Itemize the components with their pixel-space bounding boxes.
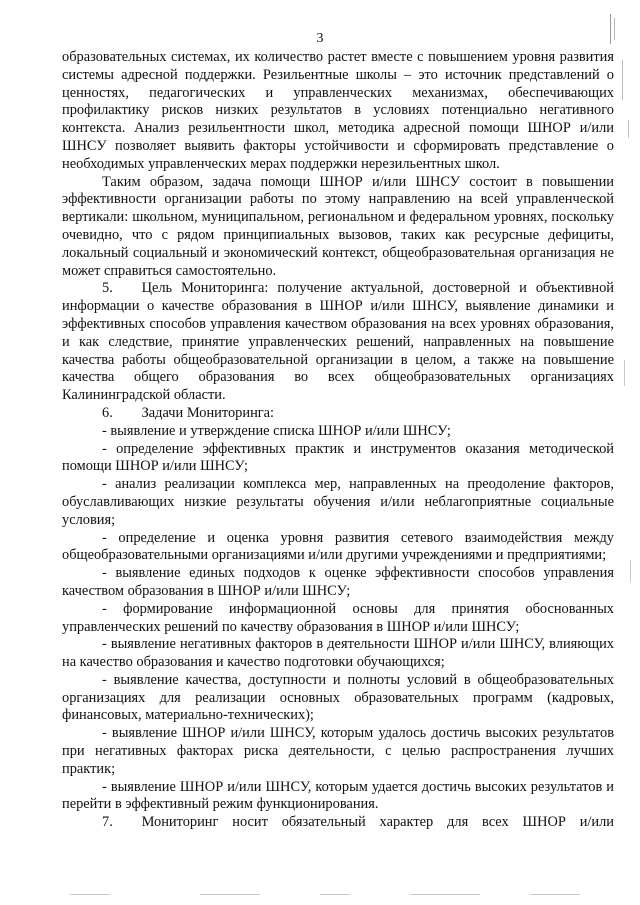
paragraph-assistance-task: Таким образом, задача помощи ШНОР и/или ШНСУ состоит в повышении эффективности организации работы по этому направлению на всей управленческой вертикали: школьном, муниципальном, региональном и федеральном уровнях, поскольку очевидно, что с рядом принципиальных вызовов, таких как ресурсные дефициты, локальный социальный и экономический контекст, общеобразовательная организация не может справиться самостоятельно. xyxy=(62,173,614,279)
list-item: - выявление и утверждение списка ШНОР и/или ШНСУ; xyxy=(102,422,451,439)
page-number: 3 xyxy=(316,31,324,46)
scan-edge-artifact xyxy=(600,0,640,905)
paragraph-resilient-schools: образовательных системах, их количество растет вместе с повышением уровня развития системы адресной поддержки. Резильентные школы – это источник представлений о ценностях, педагогических и управленческих механизмах, обеспечивающих профилактику рисков низких результатов в условиях потенциально негативного контекста. Анализ резильентности школ, методика адресной помощи ШНОР и/или ШНСУ позволяет выявить факторы устойчивости и сформировать представление о необходимых управленческих мерах поддержки нерезильентных школ. xyxy=(62,49,614,172)
list-item: - определение эффективных практик и инструментов оказания методической помощи ШНОР и/или ШНСУ; xyxy=(62,440,614,475)
list-item: - выявление негативных факторов в деятельности ШНОР и/или ШНСУ, влияющих на качество образования и качество подготовки обучающихся; xyxy=(62,636,614,671)
document-body xyxy=(62,49,614,832)
list-item: - выявление ШНОР и/или ШНСУ, которым удается достичь высоких результатов и перейти в эффективный режим функционирования. xyxy=(62,778,614,813)
paragraph-monitoring-mandatory: 7. Мониторинг носит обязательный характер для всех ШНОР и/или xyxy=(102,814,614,831)
list-item: - формирование информационной основы для принятия обоснованных управленческих решений по качеству образования в ШНОР и/или ШНСУ; xyxy=(62,600,614,635)
list-item: - определение и оценка уровня развития сетевого взаимодействия между общеобразовательными организациями и/или другими учреждениями и предприятиями; xyxy=(62,529,614,564)
scan-bottom-artifact xyxy=(60,893,620,897)
list-item: - выявление единых подходов к оценке эффективности способов управления качеством образования в ШНОР и/или ШНСУ; xyxy=(62,565,614,599)
list-item: - выявление качества, доступности и полноты условий в общеобразовательных организациях для реализации основных образовательных программ (кадровых, финансовых, материально-технических); xyxy=(62,671,614,724)
list-item: - анализ реализации комплекса мер, направленных на преодоление факторов, обуславливающих низкие результаты обучения и/или неблагоприятные социальные условия; xyxy=(62,476,614,528)
monitoring-tasks-list xyxy=(62,423,614,815)
list-item: - выявление ШНОР и/или ШНСУ, которым удалось достичь высоких результатов при негативных факторах риска деятельности, с целью распространения лучших практик; xyxy=(62,725,614,777)
paragraph-monitoring-tasks-heading: 6. Задачи Мониторинга: xyxy=(102,404,275,421)
paragraph-monitoring-goal: 5. Цель Мониторинга: получение актуальной, достоверной и объективной информации о качестве образования в ШНОР и/или ШНСУ, выявление динамики и эффективных способов управления качеством образования на всех уровнях образования, и как следствие, принятие управленческих решений, направленных на повышение качества работы общеобразовательной организации в целом, а также на повышение качества общего образования во всех общеобразовательных организациях Калининградской области. xyxy=(62,280,614,404)
